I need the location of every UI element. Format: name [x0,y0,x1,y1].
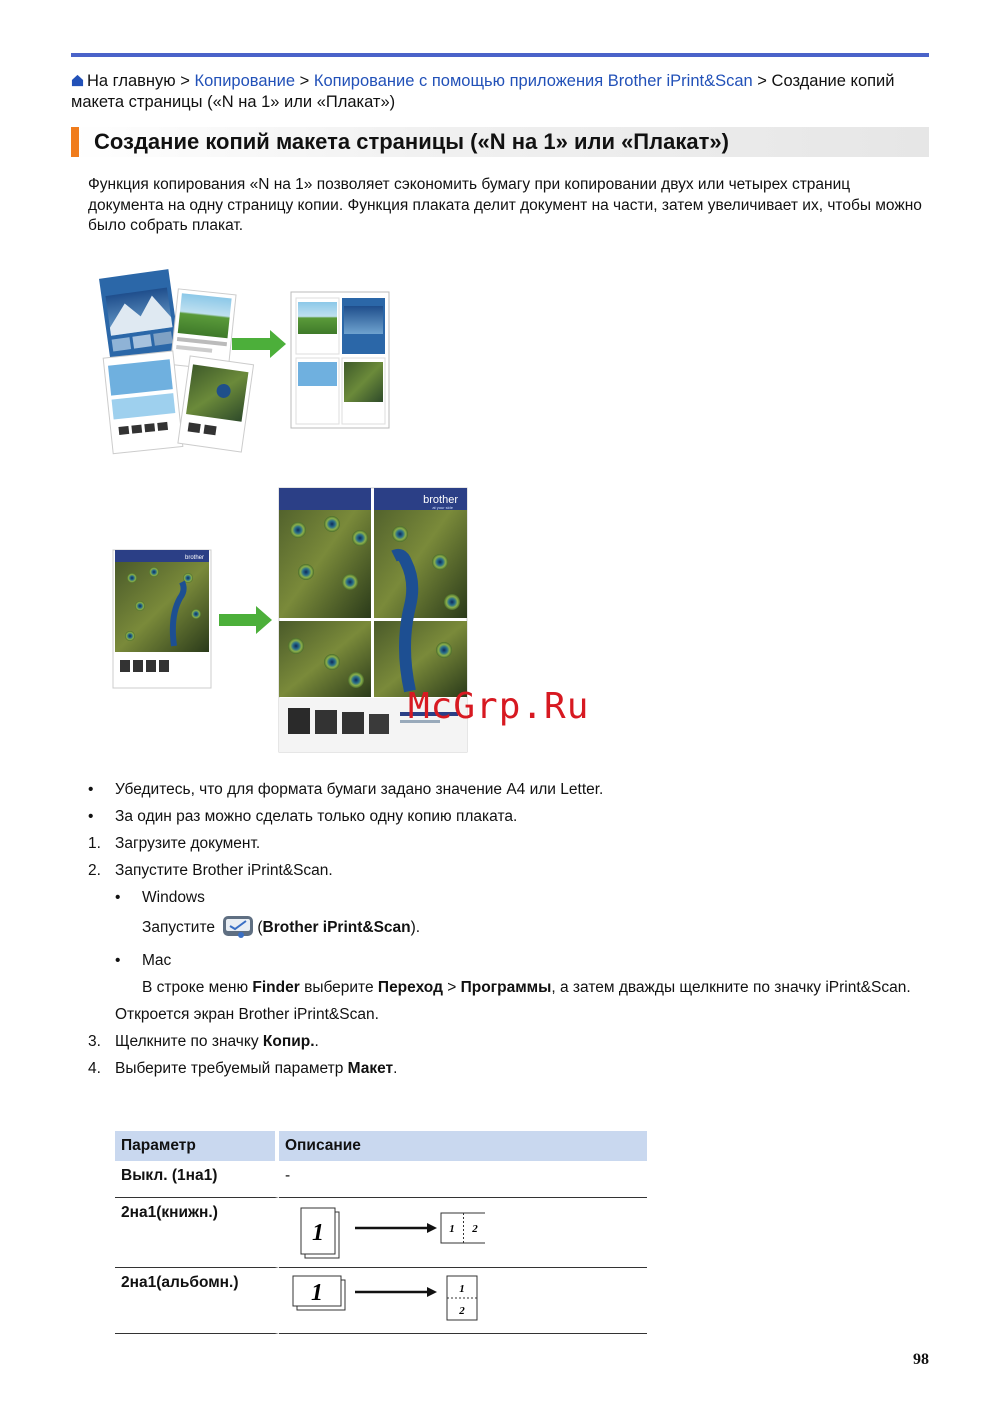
source-page-number: 1 [311,1280,323,1306]
table-header-row [115,1131,647,1161]
step-end: . [393,1060,398,1077]
page-number: 98 [913,1351,929,1368]
step-3 [88,1032,928,1052]
param-cell: Выкл. (1на1) [115,1161,279,1198]
note-text: Убедитесь, что для формата бумаги задано значение A4 или Letter. [115,781,604,798]
breadcrumb-separator: > [180,72,190,90]
page-title: Создание копий макета страницы («N на 1» или «Плакат») [94,129,729,154]
brand-logo: brother [423,494,458,506]
step-number: 2. [88,862,101,879]
os-mac: • Mac [115,952,172,969]
breadcrumb [71,71,929,113]
title-accent [71,127,79,157]
portrait-2in1-diagram [285,1204,485,1262]
menu-applications: Программы [460,979,552,996]
header-desc: Описание [279,1131,647,1161]
note-text: За один раз можно сделать только одну копию плаката. [115,808,518,825]
desc-cell [279,1268,647,1334]
copy-icon-label: Копир. [262,1033,315,1050]
landscape-2in1-diagram [285,1274,485,1328]
step-number: 1. [88,835,101,852]
breadcrumb-link-copy[interactable]: Копирование [194,72,296,90]
step-4 [88,1059,928,1079]
opens-note: Откроется экран Brother iPrint&Scan. [115,1006,379,1023]
windows-instruction [88,913,928,939]
result-page-1: 1 [459,1283,465,1295]
menu-go: Переход [377,979,443,996]
result-page-4in1 [291,292,389,428]
step-text: Запустите Brother iPrint&Scan. [115,862,333,879]
paren-close: ). [410,919,421,936]
mac-text: В строке меню [142,979,249,996]
layout-options-table [115,1131,647,1334]
watermark: McGrp.Ru [408,686,590,727]
home-icon[interactable] [71,74,84,87]
step-1 [88,834,928,854]
result-page-2: 2 [459,1305,465,1317]
windows-text: Запустите [142,919,216,936]
breadcrumb-separator: > [757,72,767,90]
source-page-number: 1 [312,1220,324,1246]
source-pages [99,269,254,454]
menu-finder: Finder [252,979,300,996]
step-text: Выберите требуемый параметр [115,1060,344,1077]
source-peacock-page [113,550,211,688]
paren-open: ( [257,919,263,936]
top-rule [71,53,929,57]
param-cell: 2на1(книжн.) [115,1198,279,1268]
breadcrumb-current: Создание копий макета страницы («N на 1» или «Плакат») [71,72,895,111]
intro-paragraph: Функция копирования «N на 1» позволяет сэкономить бумагу при копировании двух или четырех страниц документа на одну страницу копии. Функция плаката делит документ на части, затем увеличивает их, чтобы можно было собрать плакат. [88,176,922,234]
step-2 [88,861,928,881]
title-bar [71,127,929,157]
breadcrumb-home[interactable]: На главную [87,72,176,90]
arrow-icon [427,1287,437,1297]
app-name: Brother iPrint&Scan [262,919,411,936]
arrow-right-icon [219,606,272,634]
header-param: Параметр [115,1131,279,1161]
step-number: 4. [88,1060,101,1077]
step-end: . [314,1033,319,1050]
mac-instruction [88,978,928,998]
note-item: • За один раз можно сделать только одну копию плаката. [88,808,518,825]
step-text: Загрузите документ. [115,835,261,852]
arrow-icon [427,1223,437,1233]
desc-cell [279,1198,647,1268]
table-row [115,1268,647,1334]
note-item: • Убедитесь, что для формата бумаги задано значение A4 или Letter. [88,781,604,798]
mac-separator: > [447,979,457,996]
os-label: Windows [142,889,205,906]
breadcrumb-separator: > [299,72,310,90]
os-windows: • Windows [115,889,205,906]
mac-text: , а затем дважды щелкните по значку iPrint&Scan. [551,979,911,996]
instructions [88,780,928,1086]
step-number: 3. [88,1033,101,1050]
brand-tagline: at your side [432,505,453,510]
result-page-1: 1 [449,1223,455,1235]
step-text: Щелкните по значку [115,1033,259,1050]
os-label: Mac [142,952,172,969]
table-row [115,1198,647,1268]
brand-logo-small: brother [184,555,204,561]
mac-text: выберите [304,979,374,996]
n-in-1-illustration [96,262,396,458]
breadcrumb-link-iprint[interactable]: Копирование с помощью приложения Brother iPrint&Scan [313,72,753,90]
arrow-right-icon [232,330,286,358]
param-cell: 2на1(альбомн.) [115,1268,279,1334]
iprint-scan-app-icon[interactable] [221,913,255,939]
result-page-2: 2 [472,1223,478,1235]
desc-cell: - [279,1161,647,1198]
layout-option-label: Макет [347,1060,394,1077]
table-row [115,1161,647,1198]
